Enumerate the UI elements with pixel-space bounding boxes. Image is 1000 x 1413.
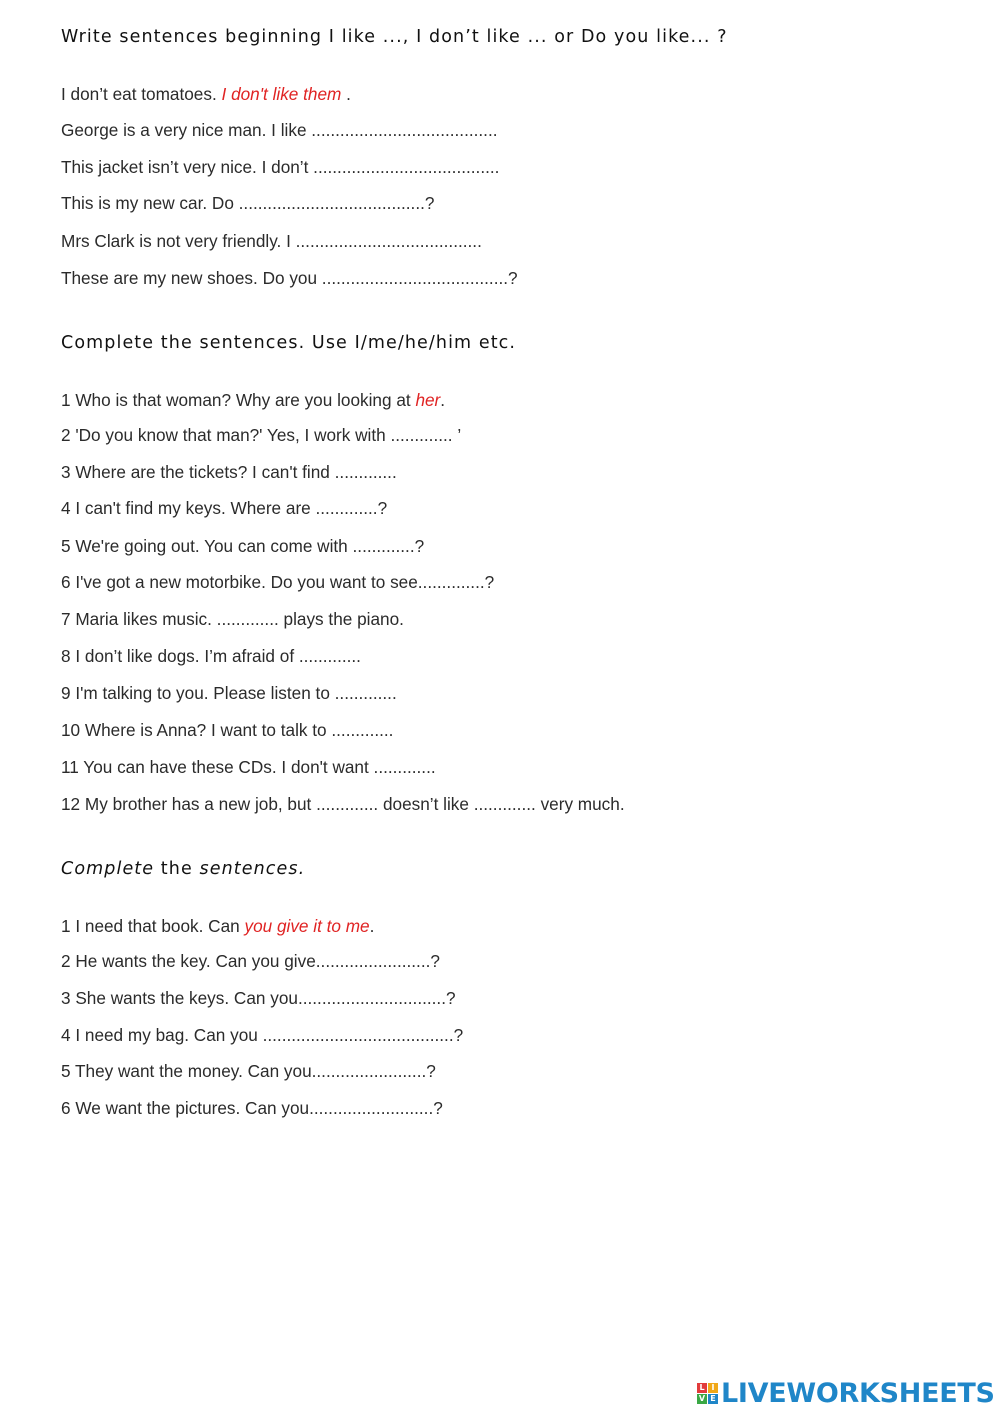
example-prefix: I don’t eat tomatoes.: [61, 84, 222, 104]
exercise-item[interactable]: George is a very nice man. I like .......................................: [61, 120, 498, 140]
exercise-item[interactable]: 5 They want the money. Can you........................?: [61, 1061, 436, 1081]
exercise-item[interactable]: 9 I'm talking to you. Please listen to .............: [61, 683, 397, 703]
exercise-item[interactable]: 4 I can't find my keys. Where are .............?: [61, 498, 388, 518]
exercise-item[interactable]: 4 I need my bag. Can you ........................................?: [61, 1025, 464, 1045]
heading-word-the: the: [154, 859, 200, 879]
exercise-item[interactable]: 8 I don’t like dogs. I’m afraid of .............: [61, 646, 361, 666]
exercise-item[interactable]: 3 She wants the keys. Can you...............................?: [61, 988, 456, 1008]
section2-heading: Complete the sentences. Use I/me/he/him etc.: [61, 333, 517, 353]
exercise-item[interactable]: 3 Where are the tickets? I can't find .............: [61, 462, 397, 482]
logo-letter: V: [698, 1394, 706, 1403]
section1-example: [61, 83, 351, 105]
example-suffix: .: [369, 916, 375, 936]
exercise-item[interactable]: This jacket isn’t very nice. I don’t .......................................: [61, 157, 500, 177]
section3-example: [61, 915, 374, 937]
brand-text: LIVEWORKSHEETS: [721, 1377, 995, 1409]
exercise-item[interactable]: 10 Where is Anna? I want to talk to .............: [61, 720, 394, 740]
exercise-item[interactable]: 5 We're going out. You can come with .............?: [61, 536, 425, 556]
example-prefix: 1 I need that book. Can: [61, 916, 245, 936]
example-suffix: .: [341, 84, 351, 104]
liveworksheets-brand[interactable]: [697, 1377, 995, 1409]
example-answer: you give it to me: [244, 916, 370, 936]
exercise-item[interactable]: 6 I've got a new motorbike. Do you want to see..............?: [61, 572, 495, 592]
example-prefix: 1 Who is that woman? Why are you looking at: [61, 390, 416, 410]
logo-letter: E: [708, 1394, 718, 1404]
exercise-item[interactable]: 2 He wants the key. Can you give........................?: [61, 951, 440, 971]
exercise-item[interactable]: 12 My brother has a new job, but ............. doesn’t like ............. very much.: [61, 794, 625, 814]
exercise-item[interactable]: Mrs Clark is not very friendly. I .......................................: [61, 231, 482, 251]
section2-example: [61, 389, 445, 411]
exercise-item[interactable]: 11 You can have these CDs. I don't want .............: [61, 757, 436, 777]
logo-letter: L: [697, 1383, 707, 1393]
section3-heading: [61, 859, 305, 879]
exercise-item[interactable]: 7 Maria likes music. ............. plays the piano.: [61, 609, 404, 629]
exercise-item[interactable]: This is my new car. Do .......................................?: [61, 193, 435, 213]
example-answer: I don't like them: [221, 84, 342, 104]
example-suffix: .: [440, 390, 446, 410]
section1-heading: Write sentences beginning I like ..., I don’t like ... or Do you like... ?: [61, 27, 728, 47]
heading-word-sentences: sentences.: [199, 859, 306, 879]
exercise-item[interactable]: 6 We want the pictures. Can you..........................?: [61, 1098, 443, 1118]
exercise-item[interactable]: 2 'Do you know that man?' Yes, I work with ............. ’: [61, 425, 462, 445]
liveworksheets-logo-icon: [697, 1383, 718, 1404]
example-answer: her: [415, 390, 441, 410]
logo-letter: I: [708, 1383, 718, 1393]
exercise-item[interactable]: These are my new shoes. Do you .......................................?: [61, 268, 518, 288]
heading-word-complete: Complete: [61, 859, 155, 879]
